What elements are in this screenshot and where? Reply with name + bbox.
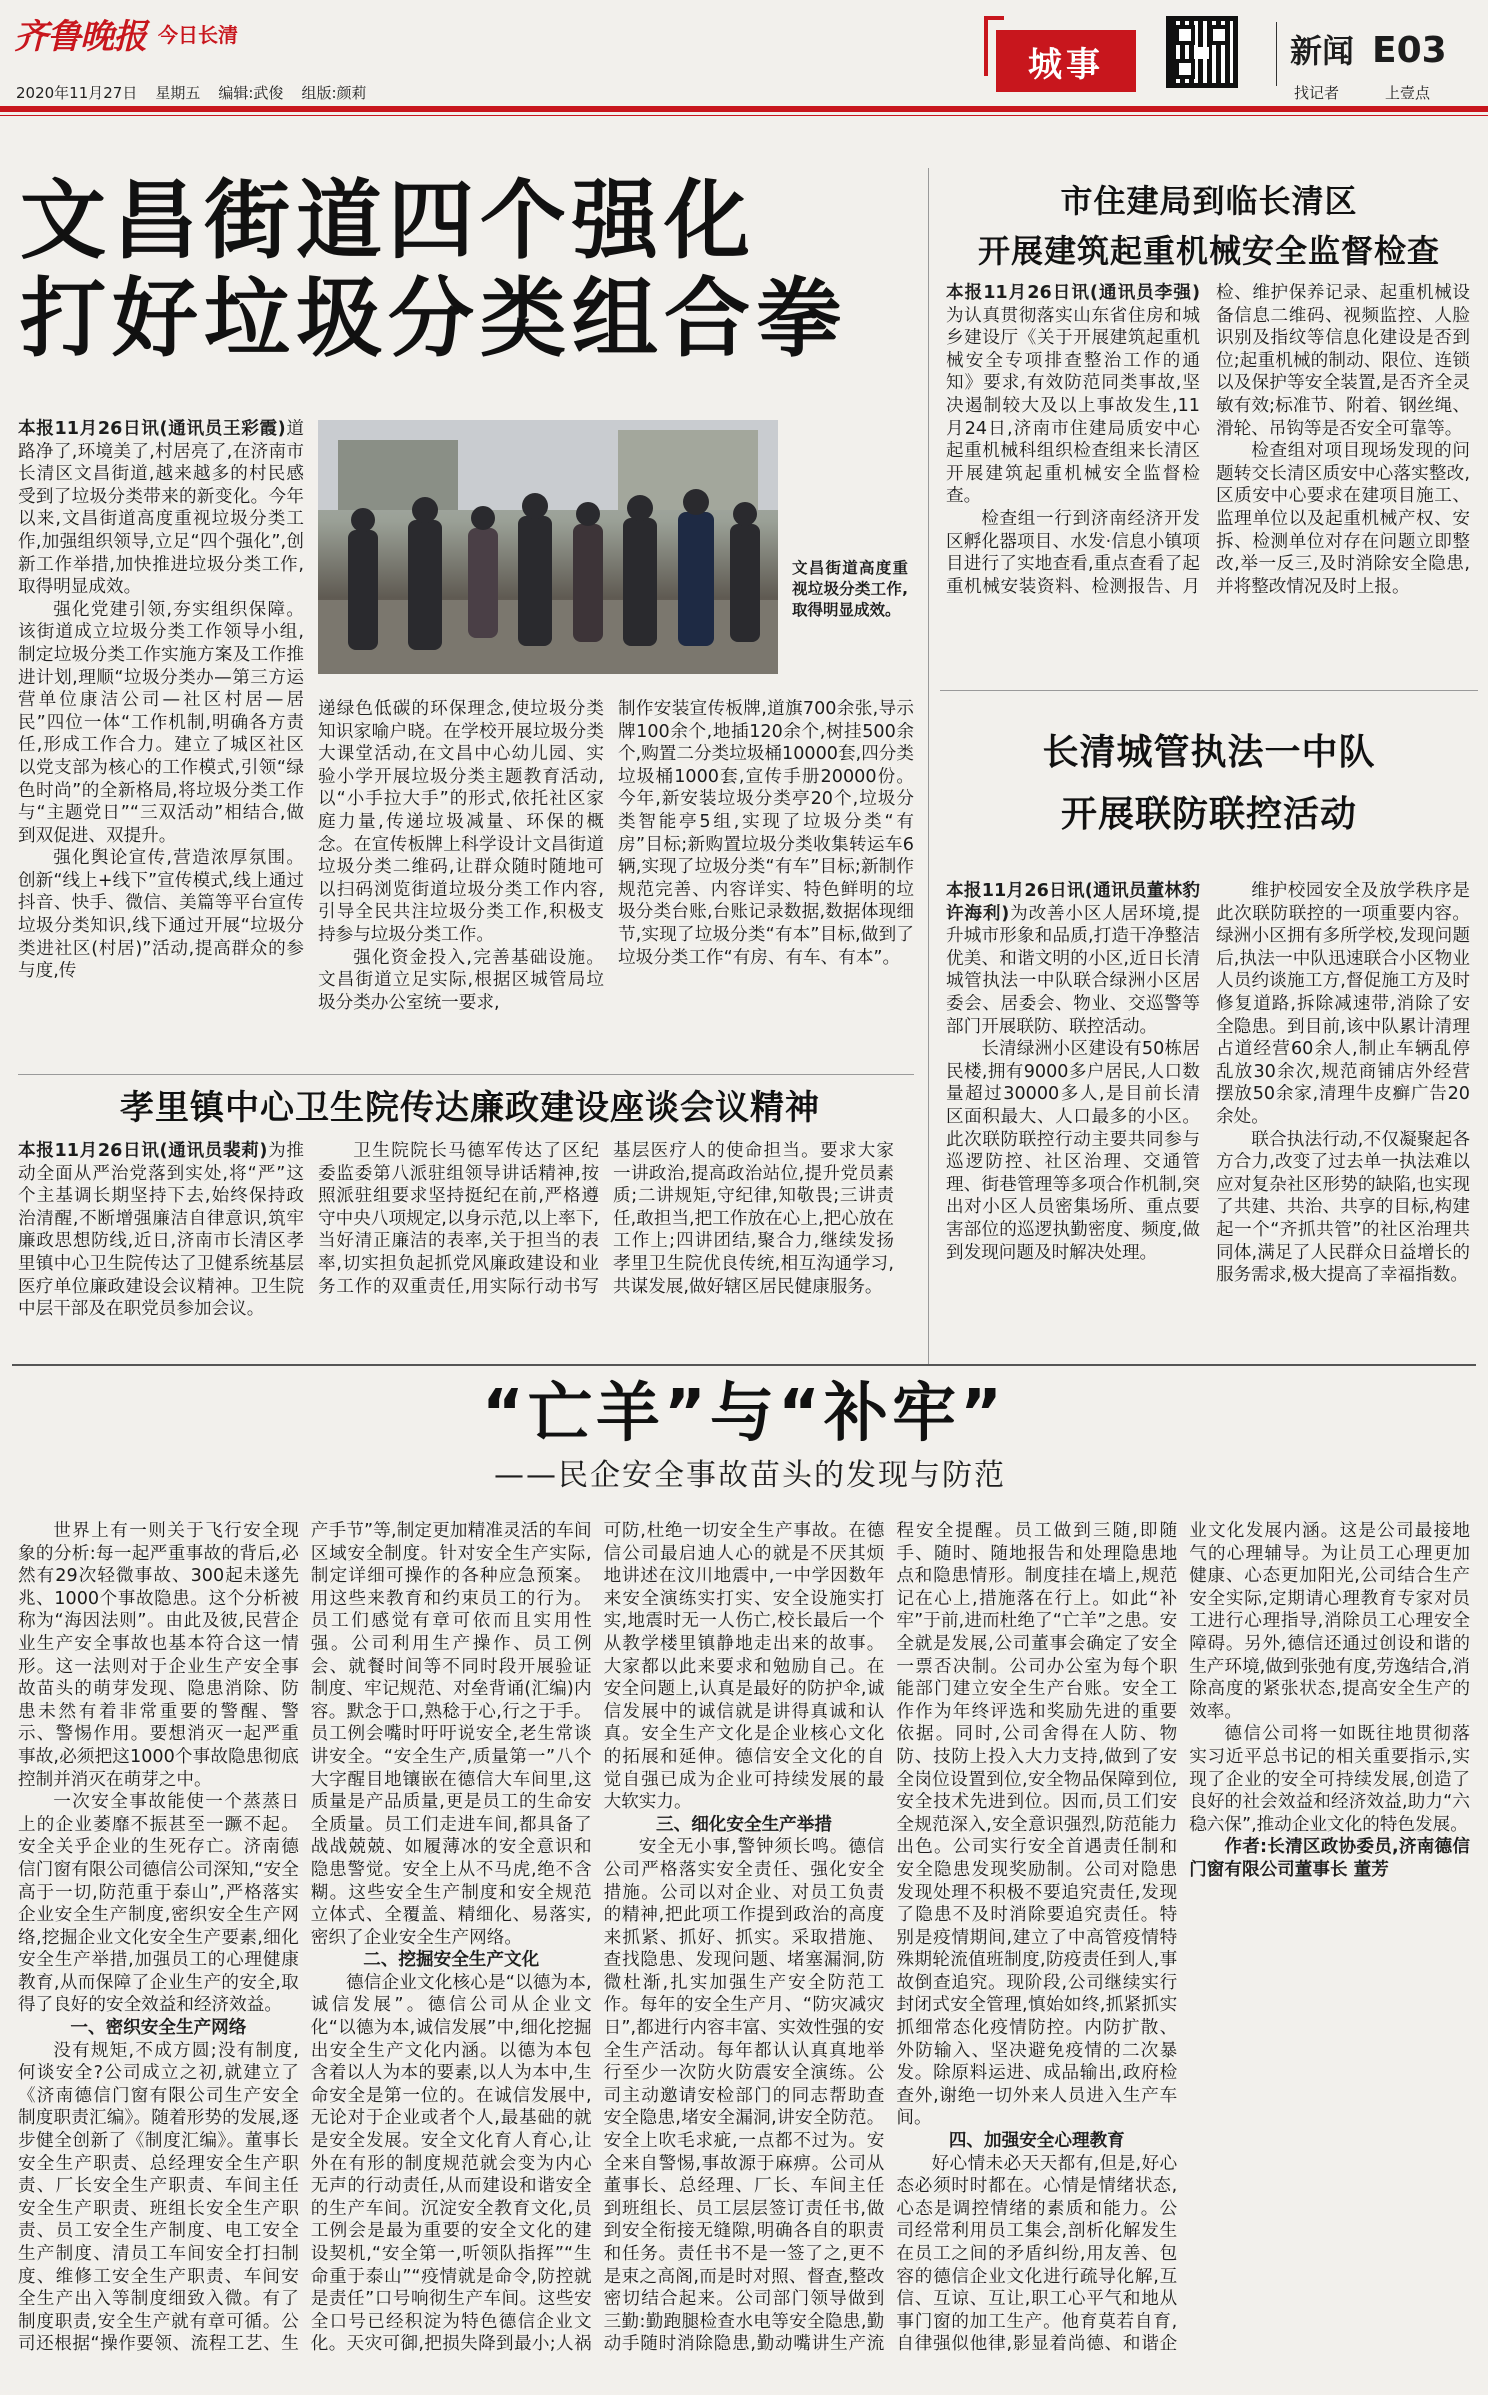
article5-heading1: 一、密织安全生产网络 — [70, 2018, 247, 2039]
article1-title-line1: 文昌街道四个强化 — [20, 171, 756, 271]
masthead-divider — [1276, 22, 1277, 86]
article3-p3: 检查组对项目现场发现的问题转交长清区质安中心落实整改,区质安中心要求在建项目施工、监理单位以及起重机械产权、安拆、检测单位对存在问题立即整改,举一反三,及时消除安全隐患,并将整改情况及时上报。 — [1216, 441, 1470, 597]
platform-label: 上壹点 — [1385, 84, 1431, 102]
article2-col2 — [318, 1140, 894, 1354]
article4-title-line2: 开展联防联控活动 — [1060, 794, 1357, 835]
article1-title-line2: 打好垃圾分类组合拳 — [20, 269, 848, 369]
article3-p2: 检查组一行到济南经济开发区孵化器项目、水发·信息小镇项目进行了实地查看,重点查看了起重机械安装资料、检测报告、月检、维护保养记录、起重机械设备信息二维码、视频监控、人脸识别及指纹等信息化建设是否到位;起重机械的制动、限位、连锁以及保护等安全装置,是否齐全灵敏有效;标准节、附着、钢丝绳、滑轮、吊钩等是否安全可靠等。 — [946, 283, 1470, 597]
article2-col1 — [18, 1140, 304, 1354]
article5-title: “亡羊”与“补牢” — [481, 1377, 1007, 1451]
section-rule — [12, 1364, 1476, 1366]
issue-designer: 组版:颜莉 — [301, 84, 367, 102]
article2-p1: 为推动全面从严治党落到实处,将“严”这个主基调长期坚持下去,始终保持政治清醒,不断增强廉洁自律意识,筑牢廉政思想防线,近日,济南市长清区孝里镇中心卫生院传达了卫健系统基层医疗单位廉政建设会议精神。卫生院中层干部及在职党员参加会议。 — [18, 1141, 304, 1320]
article5-heading3: 三、细化安全生产举措 — [656, 1814, 832, 1835]
issue-editor: 编辑:武俊 — [218, 84, 284, 102]
article1-p5: 强化资金投入,完善基础设施。文昌街道立足实际,根据区城管局垃圾分类办公室统一要求, — [318, 947, 604, 1013]
article1-bottom-rule — [18, 1074, 914, 1075]
article4-p3: 维护校园安全及放学秩序是此次联防联控的一项重要内容。绿洲小区拥有多所学校,发现问题后,执法一中队迅速联合小区物业人员约谈施工方,督促施工方及时修复道路,拆除减速带,消除了安全隐患。到目前,该中队累计清理占道经营60余人,制止车辆乱停乱放30余次,规范商铺店外经营摆放50余家,清理牛皮癣广告20余处。 — [1216, 881, 1470, 1127]
qr-code — [1166, 16, 1238, 88]
article1-title — [20, 172, 930, 368]
masthead-rule-thin — [0, 115, 1488, 116]
issue-date: 2020年11月27日 — [16, 84, 138, 102]
article3-p1: 为认真贯彻落实山东省住房和城乡建设厅《关于开展建筑起重机械安全专项排查整治工作的通知》要求,有效防范同类事故,坚决遏制较大及以上事故发生,11月24日,济南市住建局质安中心起重机械科组织检查组来长清区开展建筑起重机械安全监督检查。 — [946, 305, 1200, 507]
article5-heading4: 四、加强安全心理教育 — [948, 2131, 1125, 2152]
article4-p1: 为改善小区人居环境,提升城市形象和品质,打造干净整洁优美、和谐文明的小区,近日长清城管执法一中队联合绿洲小区居委会、居委会、物业、交巡警等部门开展联防、联控活动。 — [946, 903, 1201, 1037]
article5-p7: 德信公司将一如既往地贯彻落实习近平总书记的相关重要指示,实现了企业的安全可持续发展,创造了良好的社会效益和经济效益,助力“六稳六保”,推动企业文化的特色发展。 — [1189, 1724, 1470, 1835]
article5-p4: 德信企业文化核心是“以德为本,诚信发展”。德信公司从企业文化“以德为本,诚信发展”中,细化挖掘出安全生产文化内涵。以德为本包含着以人为本的要素,以人为本中,生命安全是第一位的。在诚信发展中,无论对于企业或者个人,最基础的就是安全发展。安全文化育人育心,让外在有形的制度规范就会变为内心无声的行动责任,从而建设和谐安全的生产车间。沉淀安全教育文化,员工例会是最为重要的安全文化的建设契机,“安全第一,听领队指挥”“生命重于泰山”“疫情就是命令,防控就是责任”口号响彻生产车间。这些安全口号已经积淀为特色德信企业文化。天灾可御,把损失降到最小;人祸可防,杜绝一切安全生产事故。在德信公司最启迪人心的就是不厌其烦地讲述在汶川地震中,一中学因数年来安全演练实打实、安全设施实打实,地震时无一人伤亡,校长最后一个从教学楼里镇静地走出来的故事。大家都以此来要求和勉励自己。在安全问题上,认真是最好的防护伞,诚信发展中的诚信就是讲得真诚和认真。安全生产文化是企业核心文化的拓展和延伸。德信安全文化的自觉自强已成为企业可持续发展的最大软实力。 — [310, 1521, 885, 2355]
reporter-contact — [1294, 82, 1430, 103]
article4-body — [946, 880, 1470, 1356]
article3-title-line2: 开展建筑起重机械安全监督检查 — [977, 232, 1440, 270]
article2-p2: 卫生院院长马德军传达了区纪委监委第八派驻组领导讲话精神,按照派驻组要求坚持挺纪在前,严格遵守中央八项规定,以身示范,以上率下,当好清正廉洁的表率,关于担当的表率,切实担负起抓党风廉政建设和业务工作的双重责任,用实际行动书写基层医疗人的使命担当。要求大家一讲政治,提高政治站位,提升党员素质;二讲规矩,守纪律,知敬畏;三讲责任,敢担当,把工作放在心上,把心放在工作上;四讲团结,聚合力,继续发扬孝里卫生院优良传统,相互沟通学习,共谋发展,做好辖区居民健康服务。 — [318, 1141, 894, 1297]
article5-p2: 一次安全事故能使一个蒸蒸日上的企业萎靡不振甚至一蹶不起。安全关乎企业的生死存亡。济南德信门窗有限公司德信公司深知,“安全高于一切,防范重于泰山”,严格落实企业安全生产制度,密织安全生产网络,挖掘企业文化安全生产要素,细化安全生产举措,加强员工的心理健康教育,从而保障了企业生产的安全,取得了良好的安全效益和经济效益。 — [18, 1792, 299, 2016]
article5-subtitle: ——民企安全事故苗头的发现与防范 — [494, 1458, 1006, 1493]
article3-body — [946, 282, 1470, 682]
article1-col2 — [318, 698, 604, 1068]
article5-p6: 好心情未必天天都有,但是,好心态必须时时都在。心情是情绪状态,心态是调控情绪的素质和能力。公司经常利用员工集会,剖析化解发生在员工之间的矛盾纠纷,用友善、包容的德信企业文化进行疏导化解,互信、互谅、互让,职工心平气和地从事门窗的加工生产。他育莫若自育,自律强似他律,影显着尚德、和谐企业文化发展内涵。这是公司最接地气的心理辅导。为让员工心理更加健康、心态更加阳光,公司结合生产安全实际,定期请心理教育专家对员工进行心理指导,消除员工心理安全障碍。另外,德信还通过创设和谐的生产环境,做到张弛有度,劳逸结合,消除高度的紧张状态,提高安全生产的效率。 — [896, 1521, 1470, 2355]
badge-box — [996, 30, 1136, 92]
photo-people-illustration — [318, 420, 778, 674]
article5-author: 作者:长清区政协委员,济南德信门窗有限公司董事长 董芳 — [1189, 1837, 1470, 1880]
article1-p2: 强化党建引领,夯实组织保障。该街道成立垃圾分类工作领导小组,制定垃圾分类工作实施方案及工作推进计划,理顺“垃圾分类办—第三方运营单位康洁公司—社区村居—居民”四位一体“工作机制,明确各方责任,形成工作合力。建立了城区社区以党支部为核心的工作模式,引领“绿色时尚”的全新格局,将垃圾分类工作与“主题党日”“三双活动”相结合,做到双促进、双提升。 — [18, 599, 304, 846]
article5-p5: 安全无小事,警钟须长鸣。德信公司严格落实安全责任、强化安全措施。公司以对企业、对员工负责的精神,把此项工作提到政治的高度来抓紧、抓好、抓实。采取措施、查找隐患、发现问题、堵塞漏洞,防微杜渐,扎实加强生产安全防范工作。每年的安全生产月、“防灾减灾日”,都进行内容丰富、实效性强的安全生产活动。每年都认认真真地举行至少一次防火防震安全演练。公司主动邀请安检部门的同志帮助查安全隐患,堵安全漏洞,讲安全防范。安全上吹毛求疵,一点都不过为。安全来自警惕,事故源于麻痹。公司从董事长、总经理、厂长、车间主任到班组长、员工层层签订责任书,做到安全衔接无缝隙,明确各自的职责和任务。责任书不是一签了之,更不是束之高阁,而是时对照、督查,整改密切结合起来。公司部门领导做到三勤:勤跑腿检查水电等安全隐患,勤动手随时消除隐患,勤动嘴讲生产流程安全提醒。员工做到三随,即随手、随时、随地报告和处理隐患地点和隐患情形。制度挂在墙上,规范记在心上,措施落在行上。如此“补牢”于前,进而杜绝了“亡羊”之患。安全就是发展,公司董事会确定了安全一票否决制。公司办公室为每个职能部门建立安全生产台账。安全工作作为年终评选和奖励先进的重要依据。同时,公司舍得在人防、物防、技防上投入大力支持,做到了安全岗位设置到位,安全物品保障到位,安全技术先进到位。因而,员工们安全规范深入,安全意识强烈,防范能力出色。公司实行安全首遇责任制和安全隐患发现奖励制。公司对隐患发现处理不积极不要追究责任,发现了隐患不及时消除要追究责任。特别是疫情期间,建立了中高管疫情特殊期轮流值班制度,防疫责任到人,事故倒查追究。现阶段,公司继续实行封闭式安全管理,慎始如终,抓紧抓实抓细常态化疫情防控。内防扩散、外防输入、坚决避免疫情的二次暴发。除原料运进、成品输出,政府检查外,谢绝一切外来人员进入生产车间。 — [603, 1521, 1178, 2355]
masthead-rule — [0, 106, 1488, 112]
section-badge — [984, 16, 1142, 94]
article4-p2: 长清绿洲小区建设有50栋居民楼,拥有9000多户居民,人口数量超过30000多人,是目前长清区面积最大、人口最多的小区。此次联防联控行动主要共同参与巡逻防控、社区治理、交通管理、街巷管理等多项合作机制,突出对小区人员密集场所、重点要害部位的巡逻执勤密度、频度,做到发现问题及时解决处理。 — [946, 1039, 1200, 1263]
article1-photo — [318, 420, 778, 674]
article5-p1: 世界上有一则关于飞行安全现象的分析:每一起严重事故的背后,必然有29次轻微事故、300起未遂先兆、1000个事故隐患。这个分析被称为“海因法则”。由此及彼,民营企业生产安全事故也基本符合这一情形。这一法则对于企业生产安全事故苗头的萌芽发现、隐患消除、防患未然有着非常重要的警醒、警示、警惕作用。要想消灭一起严重事故,必须把这1000个事故隐患彻底控制并消灭在萌芽之中。 — [18, 1521, 299, 1790]
article4-title — [940, 722, 1478, 846]
article3-bottom-rule — [940, 690, 1478, 691]
article3-title-line1: 市住建局到临长清区 — [1060, 182, 1358, 220]
reporter-label: 找记者 — [1294, 84, 1340, 102]
article4-dateline: 本报11月26日讯(通讯员董林豹 许海利) — [946, 881, 1200, 924]
article1-p6: 制作安装宣传板牌,道旗700余张,导示牌100余个,地插120余个,树挂500余个,购置二分类垃圾桶10000套,四分类垃圾桶1000套,宣传手册20000份。今年,新安装垃圾分类亭20个,垃圾分类智能亭5组,实现了垃圾分类“有房”目标;新购置垃圾分类收集转运车6辆,实现了垃圾分类“有车”目标;新制作规范完善、内容详实、特色鲜明的垃圾分类台账,台账记录数据,数据体现细节,实现了垃圾分类“有本”目标,做到了垃圾分类工作“有房、有车、有本”。 — [618, 699, 914, 968]
article5-body — [18, 1520, 1470, 2368]
article1-p1: 道路净了,环境美了,村居亮了,在济南市长清区文昌街道,越来越多的村民感受到了垃圾分类带来的新变化。今年以来,文昌街道高度重视垃圾分类工作,加强组织领导,立足“四个强化”,创新工作举措,加快推进垃圾分类工作,取得明显成效。 — [18, 419, 304, 598]
section-name: 城事 — [1028, 44, 1104, 85]
article4-title-line1: 长清城管执法一中队 — [1042, 732, 1376, 773]
article5-p3: 没有规矩,不成方圆;没有制度,何谈安全?公司成立之初,就建立了《济南德信门窗有限公司生产安全制度职责汇编》。随着形势的发展,逐步健全创新了《制度汇编》。董事长安全生产职责、总经理安全生产职责、厂长安全生产职责、车间主任安全生产职责、班组长安全生产职责、员工安全生产制度、电工安全生产制度、清员工车间安全打扫制度、维修工安全生产职责、车间安全生产出入等制度细致入微。有了制度职责,安全生产就有章可循。公司还根据“操作要领、流程工艺、生产手节”等,制定更加精准灵活的车间区域安全制度。针对安全生产实际,制定详细可操作的各种应急预案。用这些来教育和约束员工的行为。员工们感觉有章可依而且实用性强。公司利用生产操作、员工例会、就餐时间等不同时段开展验证制度、牢记规范、对垒背诵(汇编)内容。默念于口,熟稔于心,行之于手。员工例会嘴时吁吁说安全,老生常谈讲安全。“安全生产,质量第一”八个大字醒目地镶嵌在德信大车间里,这质量是产品质量,更是员工的生命安全质量。员工们走进车间,都具备了战战兢兢、如履薄冰的安全意识和隐患警觉。安全上从不马虎,绝不含糊。这些安全生产制度和安全规范立体式、全覆盖、精细化、易落实,密织了企业安全生产网络。 — [18, 1521, 592, 2355]
issue-weekday: 星期五 — [155, 84, 201, 102]
article1-col1 — [18, 418, 304, 1068]
article2-title: 孝里镇中心卫生院传达廉政建设座谈会议精神 — [120, 1088, 820, 1128]
article2-dateline: 本报11月26日讯(通讯员裴莉) — [18, 1141, 268, 1161]
right-column-divider — [928, 168, 929, 1364]
edition-label: 今日长清 — [158, 22, 238, 47]
article1-caption: 文昌街道高度重视垃圾分类工作,取得明显成效。 — [792, 559, 908, 619]
article1-col3 — [618, 698, 914, 1068]
article1-p4: 递绿色低碳的环保理念,使垃圾分类知识家喻户晓。在学校开展垃圾分类大课堂活动,在文昌中心幼儿园、实验小学开展垃圾分类主题教育活动,以“小手拉大手”的形式,依托社区家庭力量,传递垃圾减量、环保的概念。在宣传板牌上科学设计文昌街道垃圾分类二维码,让群众随时随地可以扫码浏览街道垃圾分类工作内容,引导全民共注垃圾分类工作,积极支持参与垃圾分类工作。 — [318, 699, 604, 945]
article4-p4: 联合执法行动,不仅凝聚起各方合力,改变了过去单一执法难以应对复杂社区形势的缺陷,也实现了共建、共治、共享的目标,构建起一个“齐抓共管”的社区治理共同体,满足了人民群众日益增长的服务需求,极大提高了幸福指数。 — [1216, 1129, 1470, 1286]
issue-info — [16, 82, 367, 103]
article3-dateline: 本报11月26日讯(通讯员李强) — [946, 283, 1200, 303]
page-number: E03 — [1372, 30, 1447, 71]
article5-heading2: 二、挖掘安全生产文化 — [363, 1950, 540, 1971]
article1-dateline: 本报11月26日讯(通讯员王彩霞) — [18, 419, 286, 439]
category-label: 新闻 — [1290, 32, 1355, 70]
article1-p3: 强化舆论宣传,营造浓厚氛围。创新“线上+线下”宣传模式,线上通过抖音、快手、微信、美篇等平台宣传垃圾分类知识,线下通过开展“垃圾分类进社区(村居)”活动,提高群众的参与度,传 — [18, 848, 304, 982]
masthead-logo — [14, 8, 238, 58]
article3-title — [940, 176, 1478, 276]
page-label — [1290, 26, 1447, 72]
logo-text: 齐鲁晚报 — [14, 16, 146, 57]
